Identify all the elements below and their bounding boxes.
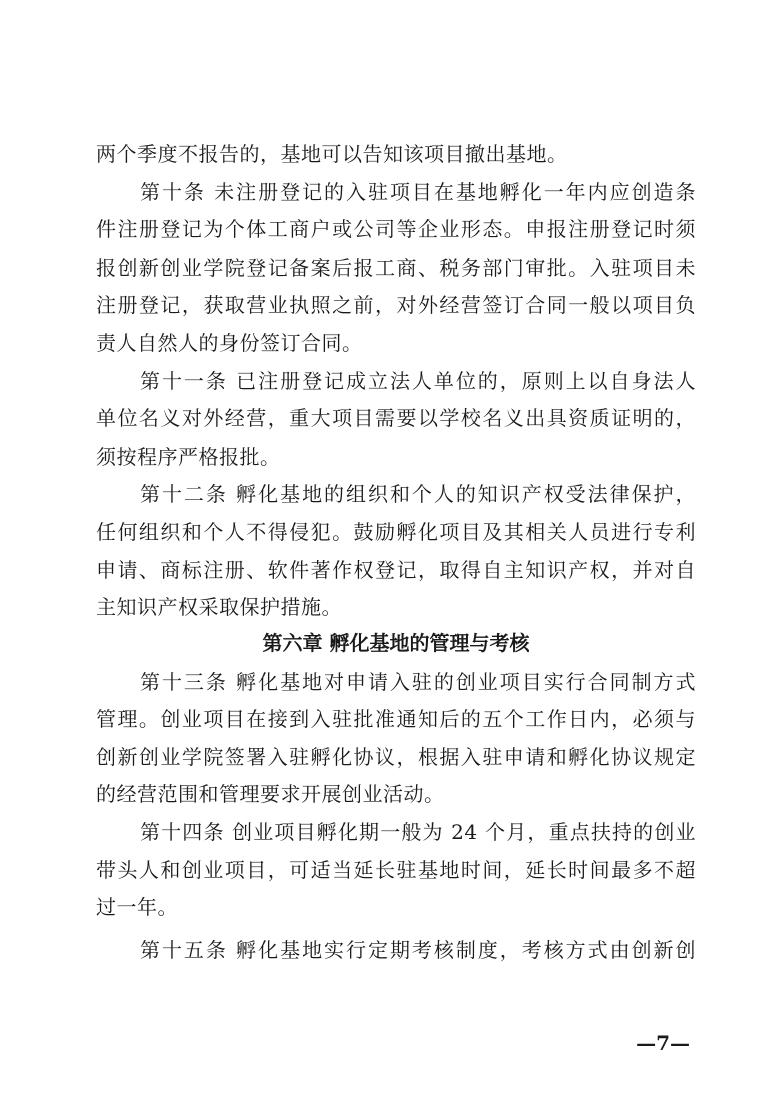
text-line: 注册登记，获取营业执照之前，对外经营签订合同一般以项目负	[96, 293, 696, 317]
text-line: 件注册登记为个体工商户或公司等企业形态。申报注册登记时须	[96, 217, 696, 241]
text-line: 主知识产权采取保护措施。	[96, 595, 342, 619]
text-line: 申请、商标注册、软件著作权登记，取得自主知识产权，并对自	[96, 558, 696, 582]
text-line: 带头人和创业项目，可适当延长驻基地时间，延长时间最多不超	[96, 858, 696, 882]
text-line: 两个季度不报告的，基地可以告知该项目撤出基地。	[96, 142, 568, 166]
chapter-heading: 第六章 孵化基地的管理与考核	[262, 631, 530, 655]
text-line: 的经营范围和管理要求开展创业活动。	[96, 782, 445, 806]
text-line: 第十四条 创业项目孵化期一般为 24 个月，重点扶持的创业	[140, 820, 696, 844]
text-line: 创新创业学院签署入驻孵化协议，根据入驻申请和孵化协议规定	[96, 745, 696, 769]
text-line: 第十一条 已注册登记成立法人单位的，原则上以自身法人	[140, 369, 696, 393]
text-line: 责人自然人的身份签订合同。	[96, 331, 363, 355]
text-line: 单位名义对外经营，重大项目需要以学校名义出具资质证明的，	[96, 406, 696, 430]
text-line: 须按程序严格报批。	[96, 445, 281, 469]
text-line: 第十二条 孵化基地的组织和个人的知识产权受法律保护，	[140, 482, 696, 506]
text-line: 管理。创业项目在接到入驻批准通知后的五个工作日内，必须与	[96, 707, 696, 731]
page-number: —7—	[636, 1031, 690, 1055]
text-line: 第十三条 孵化基地对申请入驻的创业项目实行合同制方式	[140, 670, 696, 694]
text-line: 任何组织和个人不得侵犯。鼓励孵化项目及其相关人员进行专利	[96, 520, 696, 544]
text-line: 第十条 未注册登记的入驻项目在基地孵化一年内应创造条	[140, 180, 696, 204]
text-line: 过一年。	[96, 895, 178, 919]
text-line: 报创新创业学院登记备案后报工商、税务部门审批。入驻项目未	[96, 256, 696, 280]
text-line: 第十五条 孵化基地实行定期考核制度，考核方式由创新创	[140, 938, 696, 962]
